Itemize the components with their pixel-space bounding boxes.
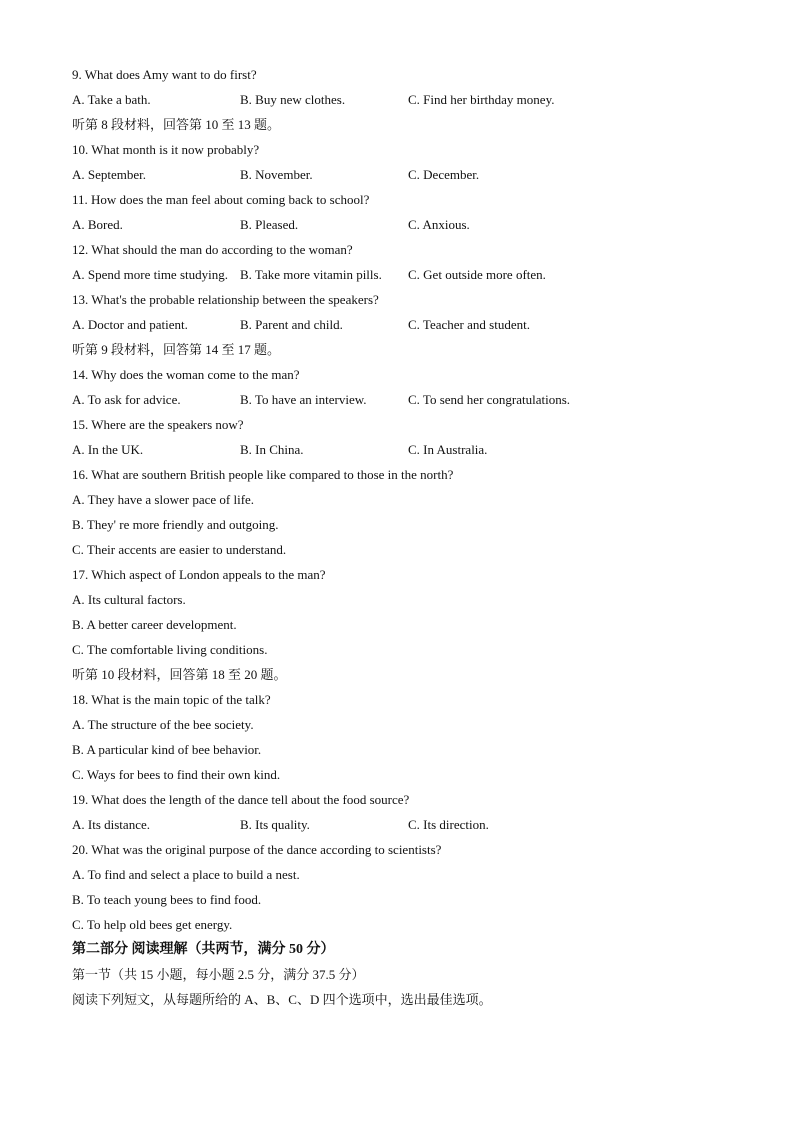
options-row [72, 212, 752, 237]
question-text: 16. What are southern British people like compared to those in the north? [72, 467, 454, 482]
option-line: B. They' re more friendly and outgoing. [72, 517, 279, 532]
option-c: C. To send her congratulations. [408, 392, 571, 407]
option-b: B. In China. [240, 442, 304, 457]
options-row [72, 87, 752, 112]
option-c: C. Anxious. [408, 217, 470, 232]
option-c: C. Get outside more often. [408, 267, 546, 282]
option-line: A. Its cultural factors. [72, 592, 186, 607]
option-a: A. Doctor and patient. [72, 317, 188, 332]
options-row [72, 312, 752, 337]
question-text: 14. Why does the woman come to the man? [72, 367, 300, 382]
option-b: B. Buy new clothes. [240, 92, 346, 107]
instruction-line: 阅读下列短文，从每题所给的 A、B、C、D 四个选项中，选出最佳选项。 [72, 992, 492, 1007]
option-line: B. To teach young bees to find food. [72, 892, 262, 907]
exam-page [72, 62, 752, 1012]
option-line: B. A better career development. [72, 617, 237, 632]
option-b: B. Pleased. [240, 217, 299, 232]
options-row [72, 387, 752, 412]
option-line: C. Ways for bees to find their own kind. [72, 767, 281, 782]
question-text: 19. What does the length of the dance tell about the food source? [72, 792, 410, 807]
question-text: 11. How does the man feel about coming back to school? [72, 192, 370, 207]
options-row [72, 812, 752, 837]
option-b: B. November. [240, 167, 313, 182]
options-row [72, 262, 752, 287]
option-line: C. Their accents are easier to understand. [72, 542, 287, 557]
question-text: 10. What month is it now probably? [72, 142, 260, 157]
option-b: B. Parent and child. [240, 317, 343, 332]
option-line: C. To help old bees get energy. [72, 917, 233, 932]
option-b: B. Its quality. [240, 817, 310, 832]
listening-instruction: 听第 8 段材料，回答第 10 至 13 题。 [72, 117, 281, 132]
option-line: A. They have a slower pace of life. [72, 492, 255, 507]
question-text: 13. What's the probable relationship between the speakers? [72, 292, 379, 307]
option-line: B. A particular kind of bee behavior. [72, 742, 262, 757]
question-text: 12. What should the man do according to the woman? [72, 242, 353, 257]
option-c: C. Teacher and student. [408, 317, 530, 332]
question-text: 20. What was the original purpose of the dance according to scientists? [72, 842, 442, 857]
instruction-line: 第一节（共 15 小题，每小题 2.5 分，满分 37.5 分） [72, 967, 365, 982]
question-text: 15. Where are the speakers now? [72, 417, 244, 432]
option-a: A. To ask for advice. [72, 392, 181, 407]
section-heading: 第二部分 阅读理解（共两节，满分 50 分） [72, 942, 335, 957]
option-c: C. Find her birthday money. [408, 92, 555, 107]
listening-instruction: 听第 10 段材料，回答第 18 至 20 题。 [72, 667, 287, 682]
option-b: B. To have an interview. [240, 392, 367, 407]
option-a: A. Spend more time studying. [72, 267, 228, 282]
option-a: A. Its distance. [72, 817, 150, 832]
option-a: A. Bored. [72, 217, 123, 232]
option-line: A. The structure of the bee society. [72, 717, 254, 732]
question-text: 17. Which aspect of London appeals to the man? [72, 567, 326, 582]
option-a: A. In the UK. [72, 442, 144, 457]
option-c: C. In Australia. [408, 442, 488, 457]
option-b: B. Take more vitamin pills. [240, 267, 382, 282]
question-text: 9. What does Amy want to do first? [72, 67, 257, 82]
option-c: C. Its direction. [408, 817, 489, 832]
option-a: A. September. [72, 167, 147, 182]
option-line: A. To find and select a place to build a nest. [72, 867, 300, 882]
option-c: C. December. [408, 167, 480, 182]
options-row [72, 162, 752, 187]
question-text: 18. What is the main topic of the talk? [72, 692, 271, 707]
option-line: C. The comfortable living conditions. [72, 642, 268, 657]
listening-instruction: 听第 9 段材料，回答第 14 至 17 题。 [72, 342, 281, 357]
options-row [72, 437, 752, 462]
option-a: A. Take a bath. [72, 92, 151, 107]
